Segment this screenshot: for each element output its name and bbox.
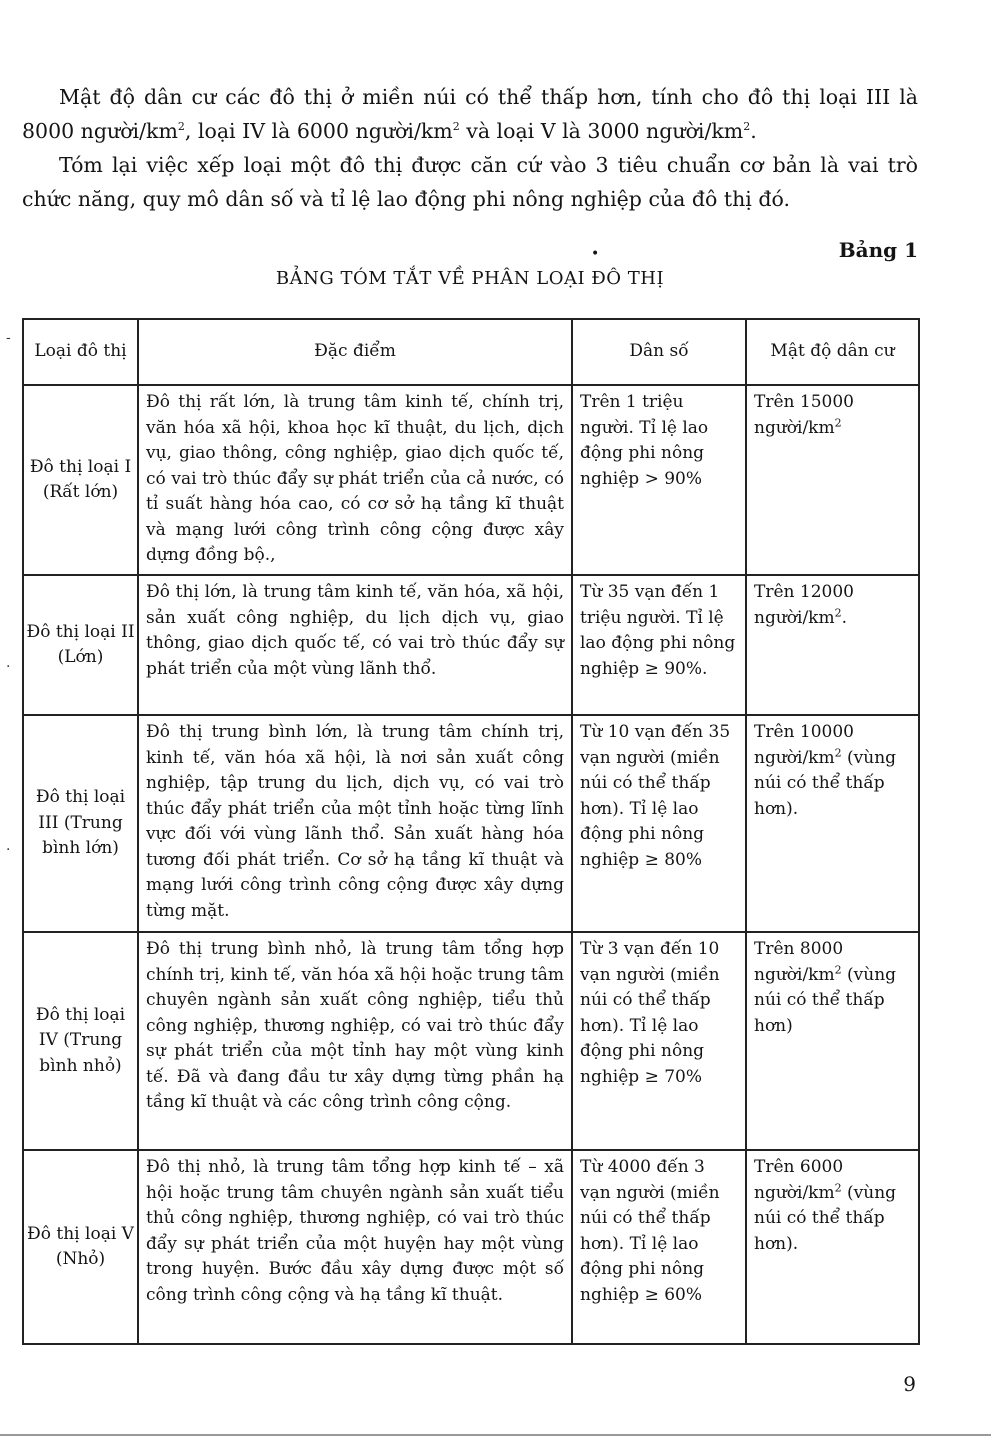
table-row xyxy=(23,1150,919,1344)
cell-type: Đô thị loại II (Lớn) xyxy=(23,575,138,715)
table-row xyxy=(23,932,919,1150)
header-population: Dân số xyxy=(572,319,746,385)
cell-density: Trên 12000 người/$km^2$. xyxy=(746,575,919,715)
cell-features: Đô thị nhỏ, là trung tâm tổng hợp kinh tế – xã hội hoặc trung tâm chuyên ngành sản xuất tiểu thủ công nghiệp, thương nghiệp, có vai trò thúc đẩy sự phát triển của một huyện hay một vùng trong huyện. Bước đầu xây dựng được một số công trình công cộng và hạ tầng kĩ thuật. xyxy=(138,1150,572,1344)
cell-features: Đô thị lớn, là trung tâm kinh tế, văn hóa, xã hội, sản xuất công nghiệp, du lịch dịch vụ, giao thông, giao dịch quốc tế, có vai trò thúc đẩy sự phát triển của một vùng lãnh thổ. xyxy=(138,575,572,715)
cell-density: Trên 10000 người/$km^2$ (vùng núi có thể thấp hơn). xyxy=(746,715,919,932)
paragraph-density: Mật độ dân cư các đô thị ở miền núi có thể thấp hơn, tính cho đô thị loại III là 8000 người/$km^2$, loại IV là 6000 người/$km^2$ và loại V là 3000 người/$km^2$. xyxy=(22,85,918,143)
table-label: Bảng 1 xyxy=(838,238,918,262)
cell-population: Từ 3 vạn đến 10 vạn người (miền núi có thể thấp hơn). Tỉ lệ lao động phi nông nghiệp ≥ 70% xyxy=(572,932,746,1150)
bottom-rule xyxy=(0,1434,991,1436)
header-density: Mật độ dân cư xyxy=(746,319,919,385)
cell-features: Đô thị trung bình lớn, là trung tâm chính trị, kinh tế, văn hóa xã hội, là nơi sản xuất công nghiệp, tập trung du lịch, dịch vụ, có vai trò thúc đẩy phát triển của một tỉnh hoặc từng lĩnh vực đối với vùng lãnh thổ. Sản xuất hàng hóa tương đối phát triển. Cơ sở hạ tầng kĩ thuật và mạng lưới công trình công cộng được xây dựng từng mặt. xyxy=(138,715,572,932)
cell-population: Từ 10 vạn đến 35 vạn người (miền núi có thể thấp hơn). Tỉ lệ lao động phi nông nghiệp ≥ 80% xyxy=(572,715,746,932)
cell-population: Từ 35 vạn đến 1 triệu người. Tỉ lệ lao động phi nông nghiệp ≥ 90%. xyxy=(572,575,746,715)
table-row xyxy=(23,575,919,715)
table-title: BẢNG TÓM TẮT VỀ PHÂN LOẠI ĐÔ THỊ xyxy=(275,268,665,289)
paragraph-summary: Tóm lại việc xếp loại một đô thị được căn cứ vào 3 tiêu chuẩn cơ bản là vai trò chức năng, quy mô dân số và tỉ lệ lao động phi nông nghiệp của đô thị đó. xyxy=(22,153,918,211)
classification-table xyxy=(22,318,920,1345)
cell-density: Trên 8000 người/$km^2$ (vùng núi có thể thấp hơn) xyxy=(746,932,919,1150)
cell-type: Đô thị loại IV (Trung bình nhỏ) xyxy=(23,932,138,1150)
margin-mark: - xyxy=(6,330,11,346)
cell-population: Trên 1 triệu người. Tỉ lệ lao động phi nông nghiệp > 90% xyxy=(572,385,746,575)
cell-population: Từ 4000 đến 3 vạn người (miền núi có thể thấp hơn). Tỉ lệ lao động phi nông nghiệp ≥ 60% xyxy=(572,1150,746,1344)
table-row xyxy=(23,385,919,575)
cell-type: Đô thị loại V (Nhỏ) xyxy=(23,1150,138,1344)
cell-features: Đô thị rất lớn, là trung tâm kinh tế, chính trị, văn hóa xã hội, khoa học kĩ thuật, du lịch, dịch vụ, giao thông, công nghiệp, giao dịch quốc tế, có vai trò thúc đẩy sự phát triển của cả nước, có tỉ suất hàng hóa cao, có cơ sở hạ tầng kĩ thuật và mạng lưới công trình công cộng được xây dựng đồng bộ., xyxy=(138,385,572,575)
header-features: Đặc điểm xyxy=(138,319,572,385)
cell-type: Đô thị loại III (Trung bình lớn) xyxy=(23,715,138,932)
margin-mark: · xyxy=(6,842,11,858)
cell-features: Đô thị trung bình nhỏ, là trung tâm tổng hợp chính trị, kinh tế, văn hóa xã hội hoặc trung tâm chuyên ngành sản xuất công nghiệp, tiểu thủ công nghiệp, thương nghiệp, có vai trò thúc đẩy sự phát triển của một tỉnh hay một vùng kinh tế. Đã và đang đầu tư xây dựng từng phần hạ tầng kĩ thuật và các công trình công cộng. xyxy=(138,932,572,1150)
table-row xyxy=(23,715,919,932)
page-number: 9 xyxy=(903,1372,916,1396)
cell-type: Đô thị loại I (Rất lớn) xyxy=(23,385,138,575)
margin-mark: . xyxy=(6,655,11,671)
cell-density: Trên 15000 người/$km^2$ xyxy=(746,385,919,575)
table-header-row xyxy=(23,319,919,385)
stray-dot: • xyxy=(591,246,600,262)
cell-density: Trên 6000 người/$km^2$ (vùng núi có thể thấp hơn). xyxy=(746,1150,919,1344)
header-type: Loại đô thị xyxy=(23,319,138,385)
